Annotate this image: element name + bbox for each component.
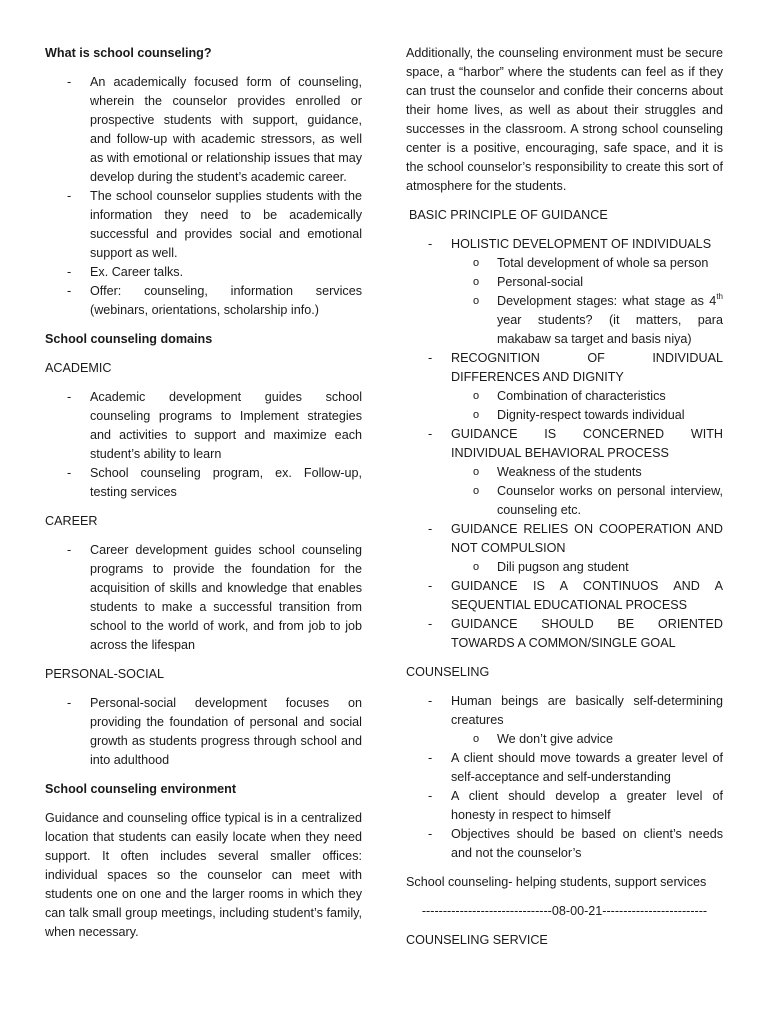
list-item: - GUIDANCE IS CONCERNED WITH INDIVIDUAL BEHAVIORAL PROCESS o Weakness of the students o Counselor works on personal interview, counseling etc. [406,425,723,520]
list-item: - RECOGNITION OF INDIVIDUAL DIFFERENCES AND DIGNITY o Combination of characteristics o Dignity-respect towards individual [406,349,723,425]
heading-environment: School counseling environment [45,782,237,796]
sub-list [451,558,723,577]
sub-list-item: o Combination of characteristics [473,389,666,403]
environment-paragraph: Guidance and counseling office typical is in a centralized location that students can easily locate when they need support. It often includes several smaller offices: individual spaces so the counselor can meet with students one on one and the larger rooms in which they can talk small group meetings, including student’s family, when necessary. [45,811,362,939]
additional-paragraph: Additionally, the counseling environment must be secure space, a “harbor” where the students can feel as if they can trust the counselor and confide their concerns about their home lives, as well as about their struggles and successes in the classroom. A strong school counseling center is a positive, encouraging, safe space, and it is the school counselor’s responsibility to create this sort of atmosphere for the students. [406,46,723,193]
list-item: - Ex. Career talks. [67,265,184,279]
sub-list [451,730,723,749]
what-list [45,73,362,320]
sub-list-item: o Dili pugson ang student [473,560,629,574]
heading-domains: School counseling domains [45,332,213,346]
counseling-list [406,692,723,863]
sub-list [451,387,723,425]
list-item: - GUIDANCE IS A CONTINUOS AND A SEQUENTIAL EDUCATIONAL PROCESS [428,579,723,612]
career-list [45,541,362,655]
sub-list-item: o Personal-social [473,275,584,289]
left-column [45,44,362,942]
list-item: - An academically focused form of counseling, wherein the counselor provides enrolled or prospective students with support, guidance, and follow-up with academic stressors, as well as with emotional or relationship issues that may develop during the student’s academic career. [67,75,362,184]
heading-personal-social: PERSONAL-SOCIAL [45,667,164,681]
list-item: - Academic development guides school counseling programs to Implement strategies and activities to support and maximize each student’s ability to learn [67,390,362,461]
sub-list-item: o Dignity-respect towards individual [473,408,685,422]
list-item: - Objectives should be based on client’s needs and not the counselor’s [428,827,723,860]
sub-list-item: o Development stages: what stage as 4th year students? (it matters, para makabaw sa target and basis niya) [473,292,723,346]
list-item: - A client should move towards a greater level of self-acceptance and self-understanding [428,751,723,784]
list-item: - Career development guides school counseling programs to provide the foundation for the acquisition of skills and knowledge that enables students to make a successful transition from school to the world of work, and from job to job across the lifespan [67,543,362,652]
sub-list-item: o Weakness of the students [473,465,642,479]
summary-line: School counseling- helping students, support services [406,875,707,889]
date-divider: -------------------------------08-00-21------------------------- [421,904,708,918]
list-item: - Personal-social development focuses on providing the foundation of personal and social growth as students progress through school and into adulthood [67,696,362,767]
list-item: - GUIDANCE RELIES ON COOPERATION AND NOT COMPULSION o Dili pugson ang student [406,520,723,577]
heading-counseling: COUNSELING [406,665,490,679]
sub-list-item: o Counselor works on personal interview, counseling etc. [473,484,723,517]
sub-list-item: o We don’t give advice [473,732,613,746]
principles-list [406,235,723,653]
heading-what-is-school-counseling: What is school counseling? [45,46,212,60]
sub-list [451,254,723,349]
list-item: - The school counselor supplies students with the information they need to be academically successful and provides social and emotional support as well. [67,189,362,260]
right-column [406,44,723,950]
academic-list [45,388,362,502]
heading-counseling-service: COUNSELING SERVICE [406,933,548,947]
sub-list-item: o Total development of whole sa person [473,256,709,270]
list-item: - GUIDANCE SHOULD BE ORIENTED TOWARDS A COMMON/SINGLE GOAL [428,617,723,650]
list-item: - A client should develop a greater level of honesty in respect to himself [428,789,723,822]
list-item: - School counseling program, ex. Follow-up, testing services [67,466,362,499]
heading-basic-principle: BASIC PRINCIPLE OF GUIDANCE [409,208,608,222]
heading-career: CAREER [45,514,98,528]
list-item: - Offer: counseling, information services (webinars, orientations, scholarship info.) [67,284,362,317]
personal-social-list [45,694,362,770]
heading-academic: ACADEMIC [45,361,112,375]
list-item: - HOLISTIC DEVELOPMENT OF INDIVIDUALS o Total development of whole sa person o Personal-social o Development stages: what stage as 4th year students? (it matters, para makabaw sa target and basis niya) [406,235,723,349]
sub-list [451,463,723,520]
list-item: - Human beings are basically self-determining creatures o We don’t give advice [406,692,723,749]
